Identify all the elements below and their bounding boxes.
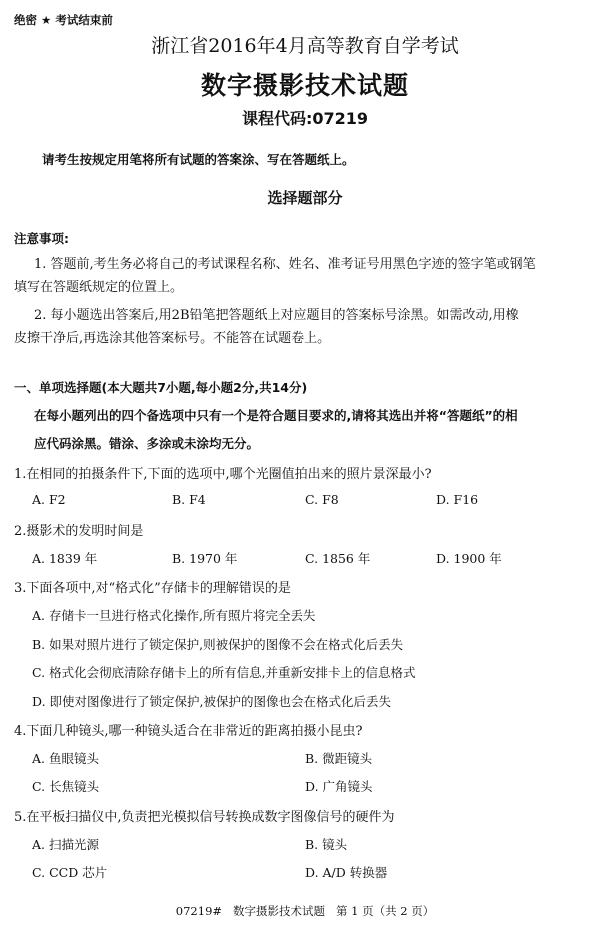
confidential-label: 绝密 ★ 考试结束前 bbox=[14, 13, 113, 27]
q1-option-a: A. F2 bbox=[32, 492, 66, 507]
subject-title: 数字摄影技术试题 bbox=[200, 71, 409, 100]
q2-option-d: D. 1900 年 bbox=[436, 551, 502, 566]
notes-heading: 注意事项: bbox=[14, 231, 69, 246]
exam-title: 浙江省2016年4月高等教育自学考试 bbox=[151, 35, 459, 57]
q1-option-b: B. F4 bbox=[172, 492, 206, 507]
course-code: 课程代码:07219 bbox=[241, 109, 369, 128]
q3-option-d: D. 即使对图像进行了锁定保护,被保护的图像也会在格式化后丢失 bbox=[32, 694, 391, 709]
question-3-text: 3.下面各项中,对“格式化”存储卡的理解错误的是 bbox=[14, 581, 291, 596]
q4-option-b: B. 微距镜头 bbox=[305, 751, 373, 766]
note-1-line-1: 1. 答题前,考生务必将自己的考试课程名称、姓名、准考证号用黑色字迹的签字笔或钢笔 bbox=[34, 257, 536, 272]
part-title: 选择题部分 bbox=[267, 189, 343, 207]
section-heading: 一、单项选择题(本大题共7小题,每小题2分,共14分) bbox=[14, 380, 308, 395]
question-1-text: 1.在相同的拍摄条件下,下面的选项中,哪个光圈值拍出来的照片景深最小? bbox=[14, 467, 432, 482]
q3-option-c: C. 格式化会彻底清除存储卡上的所有信息,并重新安排卡上的信息格式 bbox=[32, 665, 416, 680]
q5-option-a: A. 扫描光源 bbox=[32, 837, 99, 852]
q3-option-a: A. 存储卡一旦进行格式化操作,所有照片将完全丢失 bbox=[32, 608, 316, 623]
q2-option-b: B. 1970 年 bbox=[172, 551, 238, 566]
q5-option-b: B. 镜头 bbox=[305, 837, 348, 852]
q1-option-d: D. F16 bbox=[436, 492, 479, 507]
q5-option-c: C. CCD 芯片 bbox=[32, 865, 108, 880]
q5-option-d: D. A/D 转换器 bbox=[305, 865, 388, 880]
question-4-text: 4.下面几种镜头,哪一种镜头适合在非常近的距离拍摄小昆虫? bbox=[14, 724, 363, 739]
note-2-line-1: 2. 每小题选出答案后,用2B铅笔把答题纸上对应题目的答案标号涂黑。如需改动,用橡 bbox=[34, 308, 519, 323]
note-2-line-2: 皮擦干净后,再选涂其他答案标号。不能答在试题卷上。 bbox=[14, 331, 331, 346]
q2-option-a: A. 1839 年 bbox=[32, 551, 98, 566]
q1-option-c: C. F8 bbox=[305, 492, 339, 507]
q2-option-c: C. 1856 年 bbox=[305, 551, 371, 566]
q4-option-c: C. 长焦镜头 bbox=[32, 779, 100, 794]
q4-option-d: D. 广角镜头 bbox=[305, 779, 373, 794]
answer-instruction: 请考生按规定用笔将所有试题的答案涂、写在答题纸上。 bbox=[42, 152, 355, 167]
page-footer: 07219# 数字摄影技术试题 第 1 页（共 2 页） bbox=[175, 904, 435, 918]
note-1-line-2: 填写在答题纸规定的位置上。 bbox=[14, 280, 184, 295]
section-desc-line-2: 应代码涂黑。错涂、多涂或未涂均无分。 bbox=[34, 436, 260, 451]
q4-option-a: A. 鱼眼镜头 bbox=[32, 751, 99, 766]
question-5-text: 5.在平板扫描仪中,负责把光模拟信号转换成数字图像信号的硬件为 bbox=[14, 810, 395, 825]
section-desc-line-1: 在每小题列出的四个备选项中只有一个是符合题目要求的,请将其选出并将“答题纸”的相 bbox=[34, 408, 518, 423]
question-2-text: 2.摄影术的发明时间是 bbox=[14, 524, 144, 539]
q3-option-b: B. 如果对照片进行了锁定保护,则被保护的图像不会在格式化后丢失 bbox=[32, 637, 404, 652]
